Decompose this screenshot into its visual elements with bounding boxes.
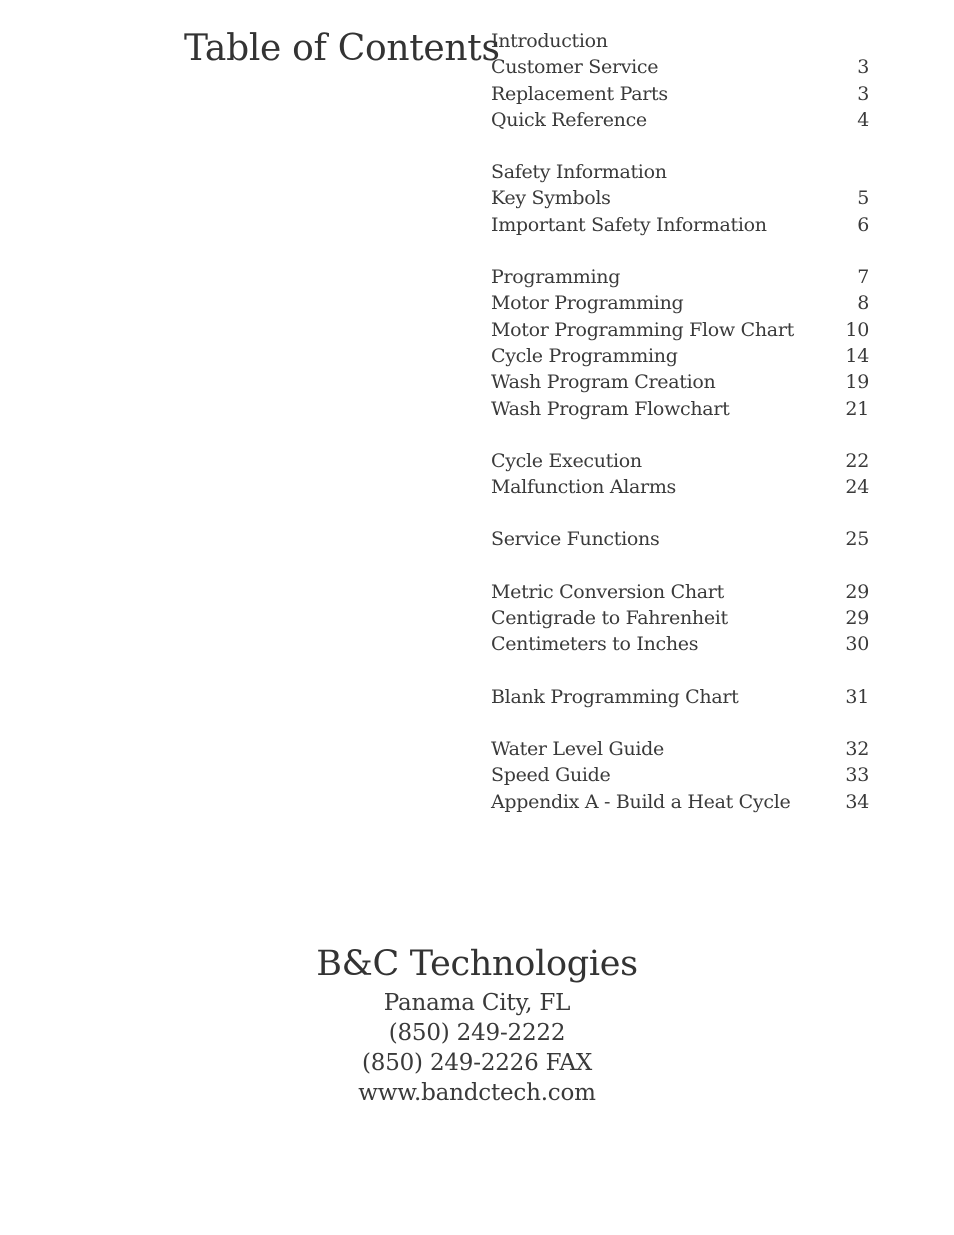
company-phone: (850) 249-2222	[388, 1020, 566, 1046]
toc-entry[interactable]	[491, 631, 869, 657]
toc-entry-label: Appendix A - Build a Heat Cycle	[491, 790, 791, 813]
toc-group	[491, 736, 869, 815]
toc-entry-page: 29	[845, 580, 869, 603]
company-fax: (850) 249-2226 FAX	[361, 1050, 593, 1076]
toc-entry[interactable]	[491, 526, 869, 552]
toc-entry-label: Cycle Execution	[491, 449, 642, 472]
toc-entry-page: 33	[845, 764, 869, 787]
toc-entry-label: Blank Programming Chart	[491, 685, 739, 708]
toc-entry-page: 14	[845, 344, 869, 367]
toc-group	[491, 579, 869, 658]
toc-entry[interactable]	[491, 185, 869, 211]
company-city: Panama City, FL	[383, 990, 571, 1016]
toc-entry-page: 8	[857, 292, 869, 315]
toc-entry-page: 19	[845, 371, 869, 394]
toc-entry[interactable]	[491, 448, 869, 474]
toc-entry-label: Centimeters to Inches	[491, 633, 699, 656]
toc-entry-label: Introduction	[491, 30, 608, 52]
toc-entry-label: Wash Program Flowchart	[491, 397, 730, 420]
toc-group	[491, 448, 869, 501]
toc-entry-label: Speed Guide	[491, 764, 611, 787]
toc-group	[491, 526, 869, 552]
toc-entry-label: Key Symbols	[491, 187, 611, 210]
toc-entry-label: Water Level Guide	[491, 737, 664, 760]
toc-entry[interactable]	[491, 579, 869, 605]
toc-entry-label: Important Safety Information	[491, 213, 767, 236]
toc-entry-page: 24	[845, 476, 869, 499]
toc-entry-page: 32	[845, 737, 869, 760]
toc-entry-label: Motor Programming	[491, 292, 684, 315]
toc-entry[interactable]	[491, 789, 869, 815]
toc-title: Table of Contents	[184, 28, 500, 69]
toc-entry-page: 6	[857, 213, 869, 236]
toc-entry[interactable]	[491, 736, 869, 762]
toc-entry[interactable]	[491, 684, 869, 710]
toc-entry-label: Replacement Parts	[491, 82, 668, 105]
toc-group	[491, 684, 869, 710]
toc-entry-label: Safety Information	[491, 161, 667, 184]
toc-entry[interactable]	[491, 107, 869, 133]
toc-entry-page: 5	[857, 187, 869, 210]
toc-entry-label: Malfunction Alarms	[491, 476, 677, 499]
toc-entry-page: 29	[845, 607, 869, 630]
toc-entry[interactable]	[491, 396, 869, 422]
toc-entry-label: Customer Service	[491, 56, 659, 79]
toc-entry[interactable]	[491, 81, 869, 107]
toc-entry-label: Motor Programming Flow Chart	[491, 318, 794, 341]
toc-entry[interactable]	[491, 54, 869, 80]
toc-entry[interactable]	[491, 762, 869, 788]
toc-entry[interactable]	[491, 369, 869, 395]
toc-entry[interactable]	[491, 264, 869, 290]
toc-entry-page: 30	[845, 633, 869, 656]
toc-entry-page: 7	[857, 266, 869, 289]
toc-entry-page: 10	[845, 318, 869, 341]
toc-entry[interactable]	[491, 290, 869, 316]
toc-entry-label: Programming	[491, 266, 621, 289]
toc-entry-label: Centigrade to Fahrenheit	[491, 607, 728, 630]
company-block	[0, 940, 954, 1108]
toc-entry-page: 34	[845, 790, 869, 813]
toc-entry-page: 4	[857, 108, 869, 131]
toc-list	[491, 28, 869, 841]
toc-entry-label: Quick Reference	[491, 108, 647, 131]
toc-entry-label: Wash Program Creation	[491, 371, 716, 394]
toc-entry-label: Service Functions	[491, 528, 660, 551]
toc-entry-label: Cycle Programming	[491, 344, 678, 367]
toc-group	[491, 159, 869, 238]
toc-entry[interactable]	[491, 343, 869, 369]
toc-entry-page: 3	[857, 82, 869, 105]
toc-group	[491, 264, 869, 422]
toc-entry-label: Metric Conversion Chart	[491, 580, 724, 603]
company-website: www.bandctech.com	[358, 1080, 596, 1106]
toc-group	[491, 28, 869, 133]
company-name: B&C Technologies	[316, 944, 638, 984]
toc-entry-page: 3	[857, 56, 869, 79]
toc-entry[interactable]	[491, 212, 869, 238]
toc-entry[interactable]	[491, 474, 869, 500]
toc-entry-page: 21	[845, 397, 869, 420]
toc-entry-page: 22	[845, 449, 869, 472]
toc-entry-page: 31	[845, 685, 869, 708]
toc-entry-page: 25	[845, 528, 869, 551]
toc-entry[interactable]	[491, 28, 869, 54]
toc-entry[interactable]	[491, 605, 869, 631]
toc-entry[interactable]	[491, 159, 869, 185]
toc-entry[interactable]	[491, 317, 869, 343]
